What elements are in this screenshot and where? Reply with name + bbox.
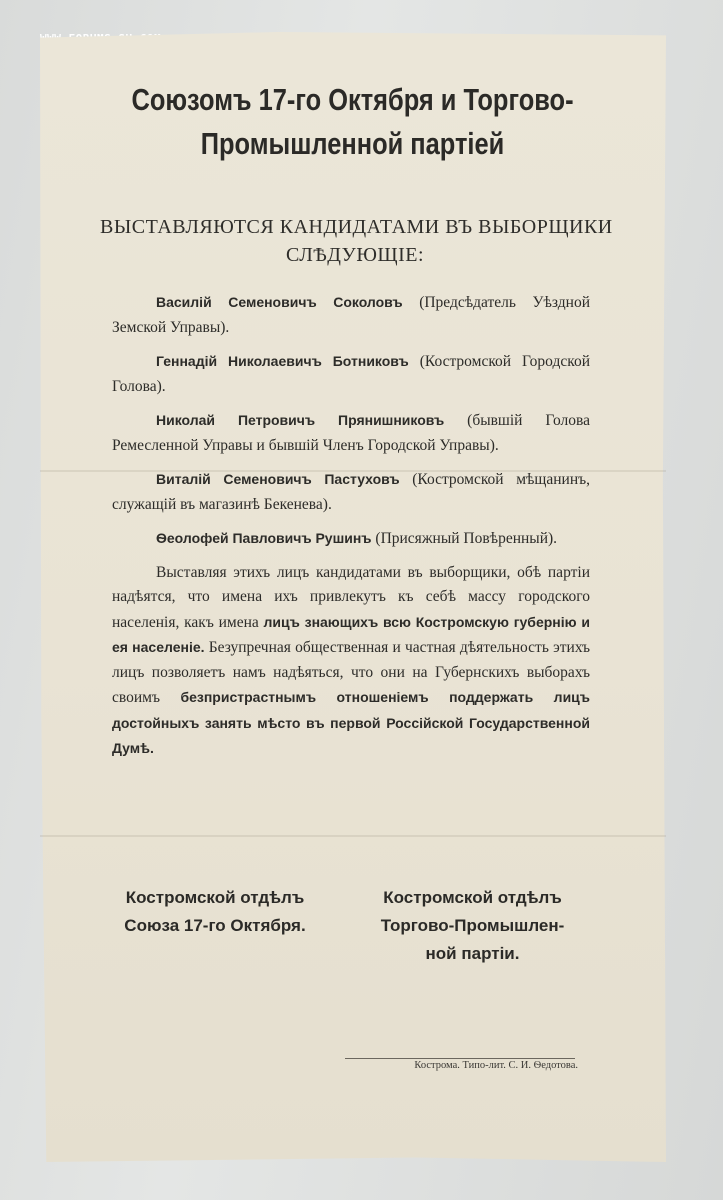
candidate-name: Николай Петровичъ Прянишниковъ	[156, 412, 445, 428]
appeal-paragraph	[112, 561, 590, 762]
title-line: Союзомъ 17-го Октября и Торгово-	[131, 82, 574, 117]
title-line: Промышленной партіей	[200, 126, 505, 161]
printer-divider	[345, 1058, 575, 1059]
signature-line: Костромской отдѣлъ	[383, 888, 562, 907]
signature-line: Торгово-Промышлен-	[380, 916, 565, 935]
candidate-description: (Присяжный Повѣренный).	[375, 530, 558, 547]
paragraph-text: Выставляя этихъ лицъ кандидатами въ выборщики, обѣ партіи надѣятся, что имена ихъ привлекутъ къ себѣ массу городского населенія, какъ имена	[112, 563, 590, 631]
candidate-entry	[112, 408, 590, 458]
candidate-name: Геннадій Николаевичъ Ботниковъ	[156, 353, 409, 369]
signature-line: Костромской отдѣлъ	[125, 888, 305, 907]
printer-imprint: Кострома. Типо-лит. С. И. Ѳедотова.	[414, 1060, 578, 1071]
signature-line: ной партіи.	[425, 944, 520, 963]
candidate-name: Василій Семеновичъ Соколовъ	[156, 294, 403, 310]
candidate-name: Виталій Семеновичъ Пастуховъ	[156, 471, 400, 487]
paragraph-text: Безупречная общественная и частная дѣятельность этихъ лицъ позволяетъ намъ надѣяться, что они на Губернскихъ выборахъ своимъ	[112, 639, 590, 706]
paragraph-bold-text: лицъ знающихъ всю Костромскую губернію и ея населеніе.	[112, 613, 590, 655]
leaflet-body	[112, 290, 590, 762]
candidate-name: Ѳеолофей Павловичъ Рушинъ	[156, 530, 372, 546]
candidate-description: (Предсѣдатель Уѣздной Земской Управы).	[112, 294, 591, 336]
candidate-description: (Костромской мѣщанинъ, служащій въ магазинѣ Бекенева).	[112, 471, 591, 513]
subtitle-line: ВЫСТАВЛЯЮТСЯ КАНДИДАТАМИ ВЪ ВЫБОРЩИКИ	[100, 216, 613, 238]
signature-right	[350, 884, 595, 968]
subtitle-line: СЛѢДУЮЩІЕ:	[285, 244, 425, 266]
candidate-entry	[112, 349, 590, 399]
leaflet-title	[113, 78, 593, 166]
candidate-entry	[112, 467, 590, 517]
candidate-entry	[112, 290, 590, 340]
leaflet-subtitle	[100, 213, 613, 269]
paragraph-bold-text: безпристрастнымъ отношеніемъ поддержать лицъ достойныхъ занять мѣсто въ первой Россійской Государственной Думѣ.	[112, 689, 590, 756]
signature-left	[100, 884, 330, 940]
paper-fold	[40, 835, 666, 837]
candidate-description: (Костромской Городской Голова).	[112, 353, 590, 395]
signature-line: Союза 17-го Октября.	[124, 916, 306, 935]
candidate-description: (бывшій Голова Ремесленной Управы и бывшій Членъ Городской Управы).	[112, 412, 590, 454]
candidate-entry	[112, 526, 590, 552]
